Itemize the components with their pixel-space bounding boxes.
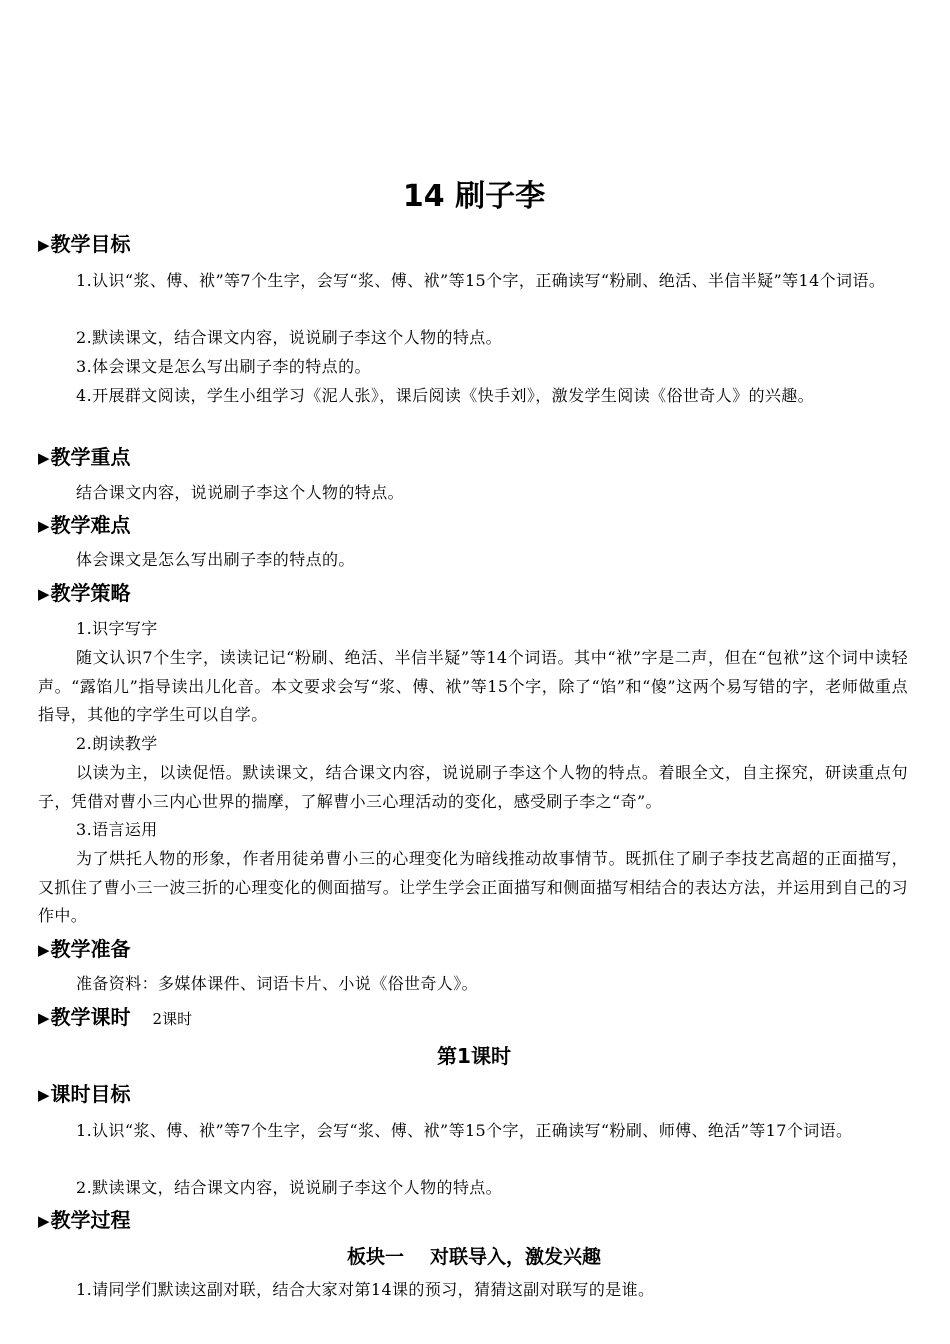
heading-strategy: ▶教学策略 <box>38 581 131 605</box>
right-triangle-icon: ▶ <box>38 449 50 467</box>
heading-teaching-goals: ▶教学目标 <box>38 232 131 256</box>
heading-period-goals: ▶课时目标 <box>38 1082 131 1106</box>
heading-key-points: ▶教学重点 <box>38 445 131 469</box>
preparation-text: 准备资料：多媒体课件、词语卡片、小说《俗世奇人》。 <box>76 974 479 993</box>
right-triangle-icon: ▶ <box>38 517 50 535</box>
strategy-text-3: 为了烘托人物的形象，作者用徒弟曹小三的心理变化为暗线推动故事情节。既抓住了刷子李技艺高超的正面描写，又抓住了曹小三一波三折的心理变化的侧面描写。让学生学会正面描写和侧面描写相结合的表达方法，并运用到自己的习作中。 <box>38 849 908 925</box>
key-points-text: 结合课文内容，说说刷子李这个人物的特点。 <box>76 483 405 502</box>
right-triangle-icon: ▶ <box>38 941 50 959</box>
strategy-sub-2: 2.朗读教学 <box>76 734 158 753</box>
right-triangle-icon: ▶ <box>38 585 50 603</box>
heading-preparation: ▶教学准备 <box>38 937 131 961</box>
block-1-title: 板块一 对联导入，激发兴趣 <box>346 1246 602 1268</box>
goal-item-4: 4.开展群文阅读，学生小组学习《泥人张》，课后阅读《快手刘》，激发学生阅读《俗世奇人》的兴趣。 <box>76 386 815 405</box>
period-goal-2: 2.默读课文，结合课文内容，说说刷子李这个人物的特点。 <box>76 1178 503 1197</box>
strategy-sub-3: 3.语言运用 <box>76 820 158 839</box>
right-triangle-icon: ▶ <box>38 1086 50 1104</box>
heading-periods: ▶教学课时 2课时 <box>38 1005 193 1029</box>
difficulties-text: 体会课文是怎么写出刷子李的特点的。 <box>76 550 355 569</box>
period-goal-1: 1.认识“浆、傅、袱”等7个生字，会写“浆、傅、袱”等15个字，正确读写“粉刷、师傅、绝活”等17个词语。 <box>76 1121 853 1140</box>
lesson-title: 14 刷子李 <box>402 179 546 214</box>
goal-item-1: 1.认识“浆、傅、袱”等7个生字，会写“浆、傅、袱”等15个字，正确读写“粉刷、绝活、半信半疑”等14个词语。 <box>76 271 886 290</box>
strategy-text-1: 随文认识7个生字，读读记记“粉刷、绝活、半信半疑”等14个词语。其中“袱”字是二声，但在“包袱”这个词中读轻声。“露馅儿”指导读出儿化音。本文要求会写“浆、傅、袱”等15个字，除了“馅”和“傻”这两个易写错的字，老师做重点指导，其他的字学生可以自学。 <box>38 648 908 724</box>
goal-item-3: 3.体会课文是怎么写出刷子李的特点的。 <box>76 357 371 376</box>
strategy-sub-1: 1.识字写字 <box>76 619 158 638</box>
goal-item-2: 2.默读课文，结合课文内容，说说刷子李这个人物的特点。 <box>76 328 503 347</box>
periods-value: 2课时 <box>152 1010 193 1028</box>
heading-difficulties: ▶教学难点 <box>38 513 131 537</box>
strategy-text-2: 以读为主，以读促悟。默读课文，结合课文内容，说说刷子李这个人物的特点。着眼全文，自主探究，研读重点句子，凭借对曹小三内心世界的揣摩，了解曹小三心理活动的变化，感受刷子李之“奇”。 <box>38 763 908 811</box>
right-triangle-icon: ▶ <box>38 236 50 254</box>
lesson-1-title: 第1课时 <box>437 1044 511 1068</box>
heading-process: ▶教学过程 <box>38 1208 131 1232</box>
right-triangle-icon: ▶ <box>38 1009 50 1027</box>
right-triangle-icon: ▶ <box>38 1212 50 1230</box>
block-1-text: 1.请同学们默读这副对联，结合大家对第14课的预习，猜猜这副对联写的是谁。 <box>76 1280 655 1299</box>
